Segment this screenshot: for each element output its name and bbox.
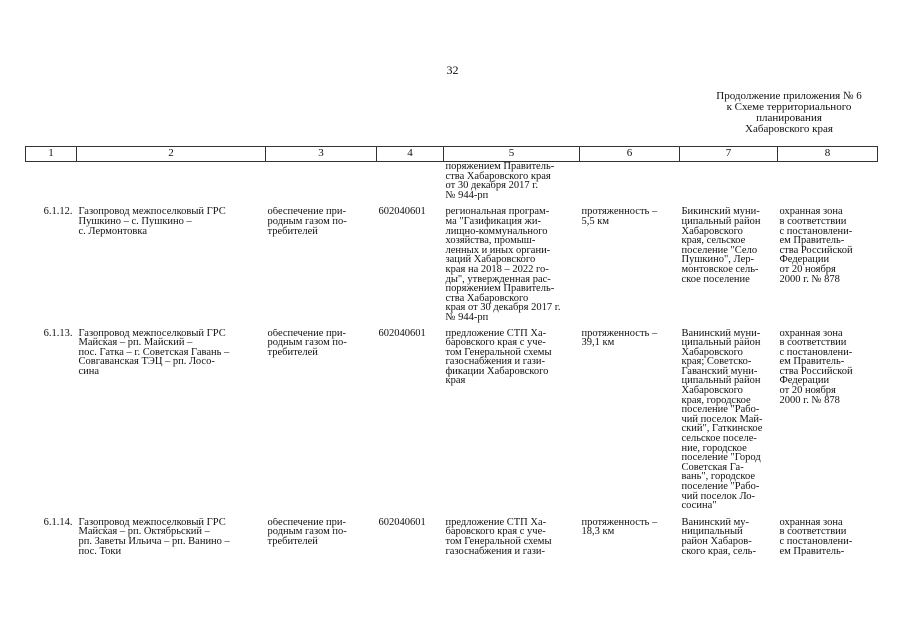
- cell-line: Хабаровского: [681, 346, 743, 358]
- cell-line: район Хабаров-: [681, 535, 752, 547]
- cell-line: ние, городское: [681, 442, 747, 454]
- cell-line: ства Хабаровского: [445, 292, 529, 304]
- cell-line: поселение "Рабо-: [681, 404, 760, 416]
- row-spacer: [26, 511, 878, 518]
- cell-line: фикации Хабаровского: [445, 365, 549, 377]
- continuation-row: [26, 162, 878, 201]
- cell-line: края; Советско-: [681, 356, 752, 368]
- restriction-zone: [778, 518, 878, 556]
- cell-line: ципальный район: [681, 337, 761, 349]
- object-name: [77, 207, 266, 322]
- cell-line: требителей: [267, 225, 318, 237]
- cell-line: обеспечение при-: [267, 517, 347, 528]
- cell-line: от 20 ноября: [779, 263, 836, 275]
- cell-line: Хабаровского: [681, 385, 743, 397]
- cell-line: Газопровод межпоселковый ГРС: [78, 517, 226, 528]
- cell-line: сосина": [681, 500, 717, 511]
- cell-line: баровского края с уче-: [445, 337, 546, 349]
- table-row: [26, 518, 878, 556]
- object-length: [580, 207, 680, 322]
- cell-line: Совгаванская ТЭЦ – рп. Лосо-: [78, 356, 215, 368]
- cell-line: с постановлени-: [779, 225, 853, 237]
- cell-line: в соответствии: [779, 215, 847, 227]
- cell-line: баровского края с уче-: [445, 526, 546, 538]
- cell-line: требителей: [267, 535, 318, 547]
- cell-line: в соответствии: [779, 337, 847, 349]
- restriction-zone: [778, 207, 878, 322]
- cell-line: ское поселение: [681, 273, 750, 285]
- cell-line: Федерации: [779, 254, 830, 266]
- object-code: 602040601: [378, 517, 426, 528]
- object-name: [77, 329, 266, 511]
- cell-line: том Генеральной схемы: [445, 346, 552, 358]
- column-number: 7: [680, 147, 778, 162]
- cell-line: протяженность –: [581, 207, 658, 218]
- cell-line: ем Правитель-: [779, 235, 845, 247]
- column-number: 5: [444, 147, 580, 162]
- table-row: [26, 207, 878, 322]
- cell-line: с постановлени-: [779, 346, 853, 358]
- cell-line: рп. Заветы Ильича – рп. Ванино –: [78, 535, 230, 547]
- row-number: 6.1.14.: [43, 517, 73, 528]
- cell-line: родным газом по-: [267, 215, 347, 227]
- cell-line: региональная програм-: [445, 207, 550, 218]
- cell-line: обеспечение при-: [267, 328, 347, 339]
- object-location: [680, 518, 778, 556]
- object-code: 602040601: [378, 328, 426, 339]
- cell-line: с. Лермонтовка: [78, 225, 147, 237]
- row-number: 6.1.12.: [43, 207, 73, 218]
- cell-line: ды", утвержденная рас-: [445, 273, 551, 285]
- appendix-heading: [700, 91, 878, 135]
- object-name: [77, 518, 266, 556]
- cell-line: поселение "Село: [681, 244, 758, 256]
- cell-line: 2000 г. № 878: [779, 394, 840, 406]
- column-number: 2: [77, 147, 266, 162]
- cell-line: ский", Гаткинское: [681, 423, 763, 435]
- cell-line: от 20 ноября: [779, 385, 836, 397]
- column-number: 1: [26, 147, 77, 162]
- cell-line: ниципальный: [681, 526, 743, 538]
- appendix-heading-line: планирования: [756, 112, 822, 124]
- cell-line: лищно-коммунального: [445, 225, 548, 237]
- cell-line: Ванинский муни-: [681, 328, 761, 339]
- cell-line: требителей: [267, 346, 318, 358]
- cell-line: ма "Газификация жи-: [445, 215, 541, 227]
- cell-line: охранная зона: [779, 517, 843, 528]
- cell-line: газоснабжения и гази-: [445, 545, 546, 557]
- cell-line: ского края, сель-: [681, 545, 756, 557]
- cell-line: ципальный район: [681, 215, 761, 227]
- cell-line: Хабаровского: [681, 225, 743, 237]
- object-code: 602040601: [378, 207, 426, 218]
- cell-line: Бикинский муни-: [681, 207, 760, 218]
- cell-line: ства Российской: [779, 244, 853, 256]
- cell-line: Советская Га-: [681, 461, 744, 473]
- column-number: 8: [778, 147, 878, 162]
- cell-line: поселение "Город: [681, 452, 761, 464]
- planning-table: [25, 146, 878, 556]
- cell-line: ем Правитель-: [779, 356, 845, 368]
- object-location: [680, 329, 778, 511]
- cell-line: Майская – рп. Майский –: [78, 337, 193, 349]
- planning-basis: [444, 207, 580, 322]
- cell-line: в соответствии: [779, 526, 847, 538]
- cell-line: охранная зона: [779, 207, 843, 218]
- cell-line: Ванинский му-: [681, 517, 750, 528]
- cell-line: газоснабжения и гази-: [445, 356, 546, 368]
- object-purpose: [266, 329, 377, 511]
- row-number: 6.1.13.: [43, 328, 73, 339]
- cell-line: протяженность –: [581, 328, 658, 339]
- cell-line: вань", городское: [681, 471, 756, 483]
- planning-basis: [444, 329, 580, 511]
- cell-line: заций Хабаровского: [445, 254, 536, 266]
- appendix-heading-line: Хабаровского края: [745, 123, 833, 135]
- column-number: 4: [377, 147, 444, 162]
- cell-line: сина: [78, 365, 100, 377]
- cell-line: пос. Токи: [78, 545, 122, 557]
- cell-line: 5,5 км: [581, 215, 609, 227]
- cell-line: края, городское: [681, 394, 751, 406]
- cell-line: ем Правитель-: [779, 545, 845, 557]
- cell-line: монтовское сель-: [681, 263, 759, 275]
- cell-line: предложение СТП Ха-: [445, 328, 547, 339]
- cell-line: протяженность –: [581, 517, 658, 528]
- row-spacer: [26, 200, 878, 207]
- cell-line: сельское поселе-: [681, 433, 757, 445]
- cell-line: Пушкино", Лер-: [681, 254, 755, 266]
- object-purpose: [266, 518, 377, 556]
- cell-line: поселение "Рабо-: [681, 481, 760, 492]
- appendix-heading-line: к Схеме территориального: [726, 101, 852, 113]
- cell-line: Пушкино – с. Пушкино –: [78, 215, 192, 227]
- cell-line: родным газом по-: [267, 526, 347, 538]
- table-row: [26, 329, 878, 511]
- cell-line: края на 2018 – 2022 го-: [445, 263, 549, 275]
- cell-line: обеспечение при-: [267, 207, 347, 218]
- restriction-zone: [778, 329, 878, 511]
- cell-line: охранная зона: [779, 328, 843, 339]
- cell-line: том Генеральной схемы: [445, 535, 552, 547]
- cell-line: чий поселок Май-: [681, 413, 763, 425]
- column-number-row: [26, 147, 878, 162]
- cell-line: родным газом по-: [267, 337, 347, 349]
- cell-line: предложение СТП Ха-: [445, 517, 547, 528]
- cell-line: края, сельское: [681, 235, 746, 247]
- appendix-heading-line: Продолжение приложения № 6: [716, 90, 862, 102]
- cell-line: Федерации: [779, 375, 830, 387]
- object-length: [580, 329, 680, 511]
- cell-line: Газопровод межпоселковый ГРС: [78, 328, 226, 339]
- column-number: 3: [266, 147, 377, 162]
- cell-line: ства Российской: [779, 365, 853, 377]
- column-number: 6: [580, 147, 680, 162]
- cell-line: края: [445, 375, 466, 387]
- cell-line: с постановлени-: [779, 535, 853, 547]
- planning-basis: [444, 518, 580, 556]
- cell-line: ципальный район: [681, 375, 761, 387]
- cell-line: хозяйства, промыш-: [445, 235, 536, 247]
- continuation-basis: поряжением Правитель- ства Хабаровского края от 30 декабря 2017 г. № 944-рп: [445, 161, 555, 201]
- cell-line: Газопровод межпоселковый ГРС: [78, 207, 226, 218]
- object-purpose: [266, 207, 377, 322]
- cell-line: пос. Гатка – г. Советская Гавань –: [78, 346, 230, 358]
- cell-line: Майская – рп. Октябрьский –: [78, 526, 210, 538]
- cell-line: чий поселок Ло-: [681, 490, 756, 502]
- cell-line: 18,3 км: [581, 526, 615, 538]
- object-length: [580, 518, 680, 556]
- object-location: [680, 207, 778, 322]
- cell-line: 2000 г. № 878: [779, 273, 840, 285]
- cell-line: края от 30 декабря 2017 г.: [445, 302, 561, 314]
- cell-line: № 944-рп: [445, 311, 489, 323]
- cell-line: 39,1 км: [581, 337, 615, 349]
- page-number: 32: [446, 63, 459, 77]
- cell-line: ленных и иных органи-: [445, 244, 551, 256]
- cell-line: поряжением Правитель-: [445, 283, 555, 295]
- cell-line: Гаванский муни-: [681, 365, 758, 377]
